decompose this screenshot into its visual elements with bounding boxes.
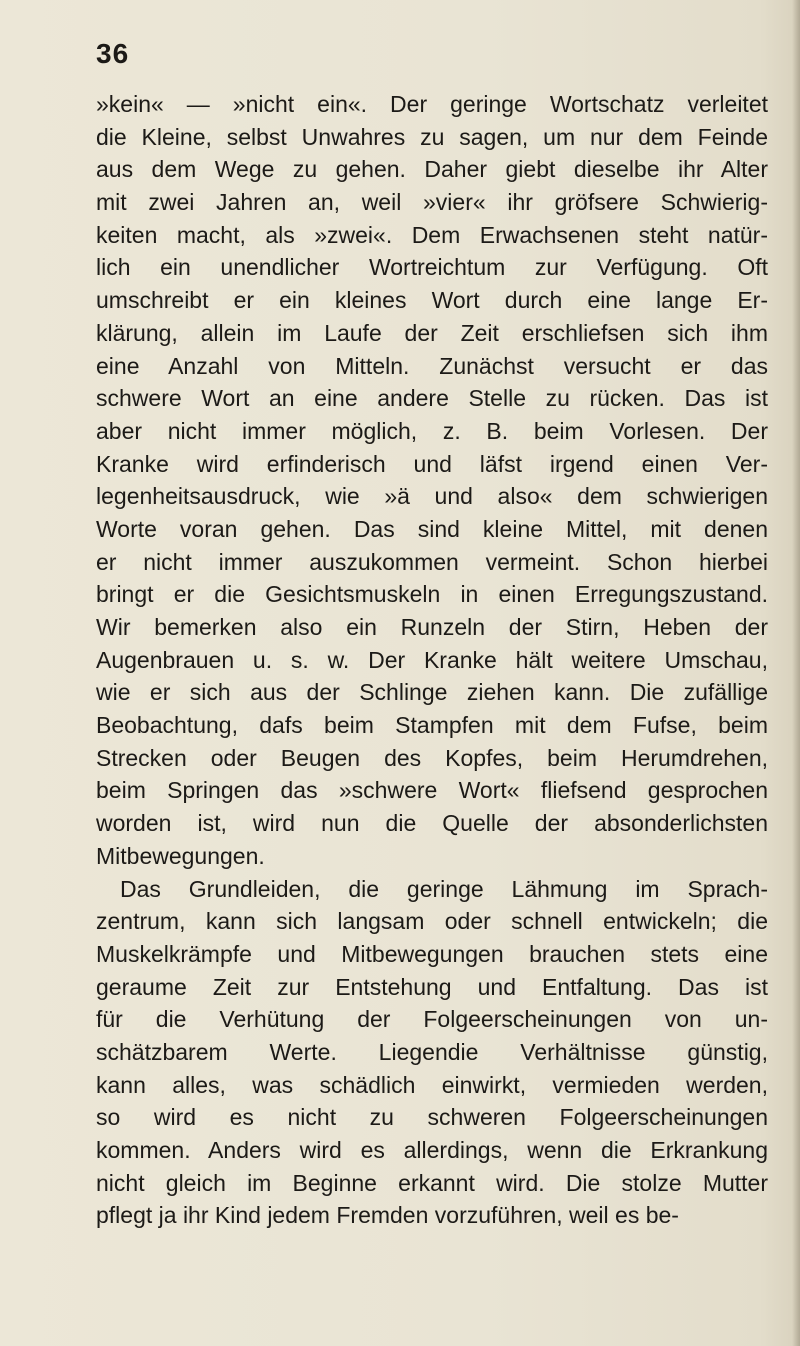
text-line: Worte voran gehen. Das sind kleine Mittel, mit denen xyxy=(96,515,768,542)
text-line: kommen. Anders wird es allerdings, wenn die Erkrankung xyxy=(96,1137,768,1163)
paragraph-2 xyxy=(96,873,768,1233)
text-line: »kein« — »nicht ein«. Der geringe Wortschatz verleitet xyxy=(96,91,768,117)
text-line: schwere Wort an eine andere Stelle zu rücken. Das ist xyxy=(96,385,768,412)
text-line: wie er sich aus der Schlinge ziehen kann. Die zufällige xyxy=(96,679,768,706)
text-line: geraume Zeit zur Entstehung und Entfaltung. Das ist xyxy=(96,973,768,1000)
text-line: eine Anzahl von Mitteln. Zunächst versucht er das xyxy=(96,352,768,379)
body-text xyxy=(96,88,768,1232)
text-line: aus dem Wege zu gehen. Daher giebt dieselbe ihr Alter xyxy=(96,156,768,183)
text-line: so wird es nicht zu schweren Folgeerscheinungen xyxy=(96,1104,768,1131)
text-line: Muskelkrämpfe und Mitbewegungen brauchen stets eine xyxy=(96,940,768,967)
text-line: legenheitsausdruck, wie »ä und also« dem schwierigen xyxy=(96,483,768,510)
text-line: umschreibt er ein kleines Wort durch eine lange Er- xyxy=(96,287,768,314)
text-line: klärung, allein im Laufe der Zeit erschliefsen sich ihm xyxy=(96,319,768,346)
text-line: keiten macht, als »zwei«. Dem Erwachsenen steht natür- xyxy=(96,221,768,248)
text-line: Mitbewegungen. xyxy=(96,842,265,869)
paragraph-1 xyxy=(96,88,768,873)
page-number: 36 xyxy=(96,38,130,69)
page-edge-shadow xyxy=(792,0,800,1346)
text-line: Wir bemerken also ein Runzeln der Stirn, Heben der xyxy=(96,614,768,640)
text-line: Strecken oder Beugen des Kopfes, beim Herumdrehen, xyxy=(96,744,768,771)
text-line: nicht gleich im Beginne erkannt wird. Die stolze Mutter xyxy=(96,1169,768,1196)
text-line: Augenbrauen u. s. w. Der Kranke hält weitere Umschau, xyxy=(96,646,768,673)
text-line: für die Verhütung der Folgeerscheinungen von un- xyxy=(96,1006,768,1033)
text-line: worden ist, wird nun die Quelle der absonderlichsten xyxy=(96,810,768,837)
text-line: lich ein unendlicher Wortreichtum zur Verfügung. Oft xyxy=(96,254,768,281)
text-line: beim Springen das »schwere Wort« fliefsend gesprochen xyxy=(96,777,768,804)
text-line: mit zwei Jahren an, weil »vier« ihr gröfsere Schwierig- xyxy=(96,189,768,216)
text-line: Beobachtung, dafs beim Stampfen mit dem Fufse, beim xyxy=(96,712,768,739)
text-line: zentrum, kann sich langsam oder schnell entwickeln; die xyxy=(96,908,768,935)
text-line: die Kleine, selbst Unwahres zu sagen, um nur dem Feinde xyxy=(96,123,768,150)
text-line: aber nicht immer möglich, z. B. beim Vorlesen. Der xyxy=(96,417,768,444)
text-line: kann alles, was schädlich einwirkt, vermieden werden, xyxy=(96,1071,768,1098)
text-line: Das Grundleiden, die geringe Lähmung im Sprach- xyxy=(120,875,768,902)
text-line: pflegt ja ihr Kind jedem Fremden vorzuführen, weil es be- xyxy=(96,1202,679,1229)
text-line: er nicht immer auszukommen vermeint. Schon hierbei xyxy=(96,548,768,575)
text-line: bringt er die Gesichtsmuskeln in einen Erregungszustand. xyxy=(96,581,768,608)
text-line: schätzbarem Werte. Liegendie Verhältnisse günstig, xyxy=(96,1038,768,1065)
text-line: Kranke wird erfinderisch und läfst irgend einen Ver- xyxy=(96,450,768,477)
